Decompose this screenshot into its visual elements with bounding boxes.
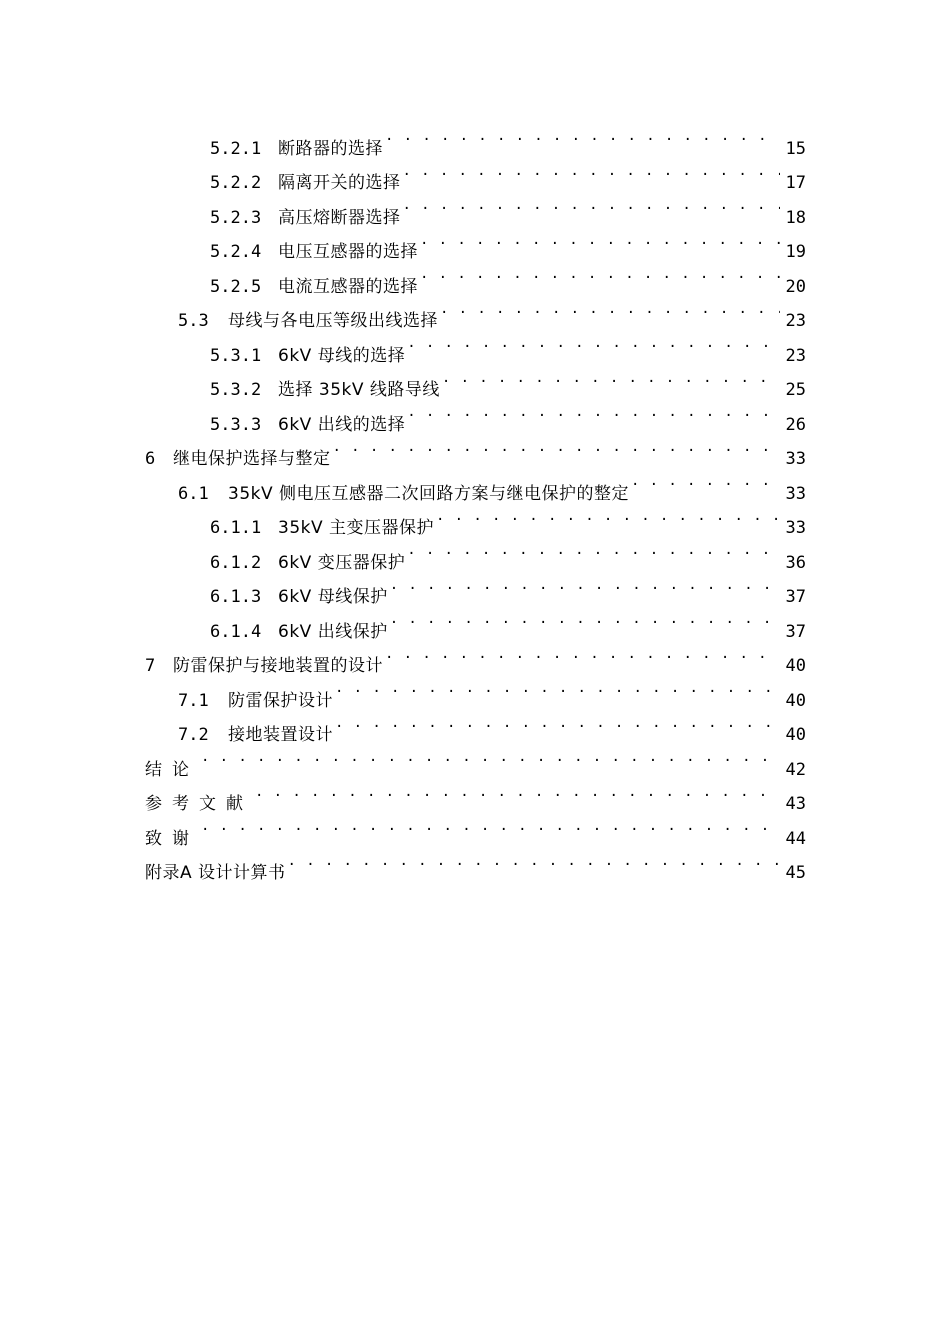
toc-entry-title: 母线与各电压等级出线选择 [228,311,438,331]
toc-entry-title: 电流互感器的选择 [278,276,418,297]
toc-dot-leader [255,775,780,810]
toc-entry-title: 致谢 [145,828,199,849]
toc-entry-number: 5.2.4 [210,242,262,262]
toc-entry-page-number: 23 [785,345,806,366]
toc-entry-title: 结论 [145,759,199,780]
toc-dot-leader [420,257,780,292]
toc-entry-title: 35kV 侧电压互感器二次回路方案与继电保护的整定 [228,483,630,504]
toc-entry-number: 6.1.2 [210,552,262,573]
toc-entry-title: 6kV 母线的选择 [278,345,406,366]
toc-entry-number: 6.1.1 [210,518,262,538]
toc-entry-number: 5.3.3 [210,414,262,435]
toc-entry-number: 5.3 [178,311,209,331]
toc-entry-page-number: 40 [785,656,806,676]
toc-entry[interactable] [145,740,806,780]
toc-entry[interactable] [145,809,806,849]
toc-entry-page-number: 40 [785,725,806,745]
toc-dot-leader [440,292,780,327]
toc-dot-leader [335,671,780,706]
toc-entry-number: 6.1.3 [210,587,262,607]
toc-entry-page-number: 45 [785,863,806,883]
toc-entry-page-number: 20 [785,276,806,297]
toc-entry-title: 6kV 母线保护 [278,587,388,607]
toc-dot-leader [385,637,780,672]
toc-dot-leader [407,326,780,361]
toc-dot-leader [631,464,780,499]
toc-entry-number: 5.2.1 [210,138,262,159]
toc-entry-title: 防雷保护设计 [228,690,333,711]
toc-entry-title: 高压熔断器选择 [278,207,401,228]
toc-entry-page-number: 26 [785,414,806,435]
toc-entry-page-number: 40 [785,690,806,711]
toc-entry-title: 35kV 主变压器保护 [278,518,435,538]
toc-entry[interactable] [145,775,806,814]
toc-entry-number: 5.2.5 [210,276,262,297]
toc-entry-title: 6kV 变压器保护 [278,552,406,573]
toc-dot-leader [436,499,780,534]
toc-entry-title: 电压互感器的选择 [278,242,418,262]
toc-dot-leader [390,568,780,603]
toc-entry[interactable] [145,119,806,159]
toc-entry-page-number: 19 [785,242,806,262]
toc-entry-page-number: 18 [785,207,806,228]
toc-entry-page-number: 36 [785,552,806,573]
toc-dot-leader [403,154,781,189]
toc-entry-title: 接地装置设计 [228,725,333,745]
toc-entry-page-number: 33 [785,449,806,469]
toc-entry-page-number: 33 [785,483,806,504]
toc-entry-title: 附录A 设计计算书 [145,863,286,883]
toc-entry-page-number: 37 [785,587,806,607]
toc-dot-leader [407,395,780,430]
toc-entry-number: 5.3.2 [210,380,262,400]
toc-entry-number: 5.2.2 [210,173,262,193]
toc-dot-leader [403,188,781,223]
toc-dot-leader [201,740,780,775]
toc-entry-page-number: 42 [785,759,806,780]
toc-entry-page-number: 17 [785,173,806,193]
toc-entry-title: 选择 35kV 线路导线 [278,380,440,400]
toc-entry-title: 防雷保护与接地装置的设计 [173,656,383,676]
toc-entry-page-number: 37 [785,621,806,642]
toc-entry-page-number: 25 [785,380,806,400]
toc-entry-page-number: 44 [785,828,806,849]
toc-dot-leader [442,361,780,396]
table-of-contents [145,119,806,883]
toc-entry-title: 隔离开关的选择 [278,173,401,193]
toc-entry-title: 继电保护选择与整定 [173,449,331,469]
toc-entry-title: 参考文献 [145,794,253,814]
toc-dot-leader [385,119,780,154]
toc-entry-page-number: 15 [785,138,806,159]
toc-entry-number: 5.2.3 [210,207,262,228]
toc-entry[interactable] [145,844,806,883]
toc-entry-page-number: 23 [785,311,806,331]
toc-dot-leader [407,533,780,568]
toc-dot-leader [333,430,781,465]
toc-entry-number: 6 [145,449,156,469]
toc-entry-title: 6kV 出线的选择 [278,414,406,435]
toc-dot-leader [201,809,780,844]
toc-dot-leader [390,602,780,637]
toc-entry-page-number: 43 [785,794,806,814]
toc-entry-title: 6kV 出线保护 [278,621,388,642]
toc-entry-page-number: 33 [785,518,806,538]
toc-dot-leader [420,223,780,258]
toc-entry-number: 5.3.1 [210,345,262,366]
toc-entry-number: 7.2 [178,725,209,745]
toc-entry-number: 7 [145,656,156,676]
toc-entry-title: 断路器的选择 [278,138,383,159]
toc-dot-leader [335,706,780,741]
toc-entry-number: 7.1 [178,690,209,711]
toc-entry-number: 6.1.4 [210,621,262,642]
toc-entry-number: 6.1 [178,483,209,504]
toc-dot-leader [288,844,780,879]
